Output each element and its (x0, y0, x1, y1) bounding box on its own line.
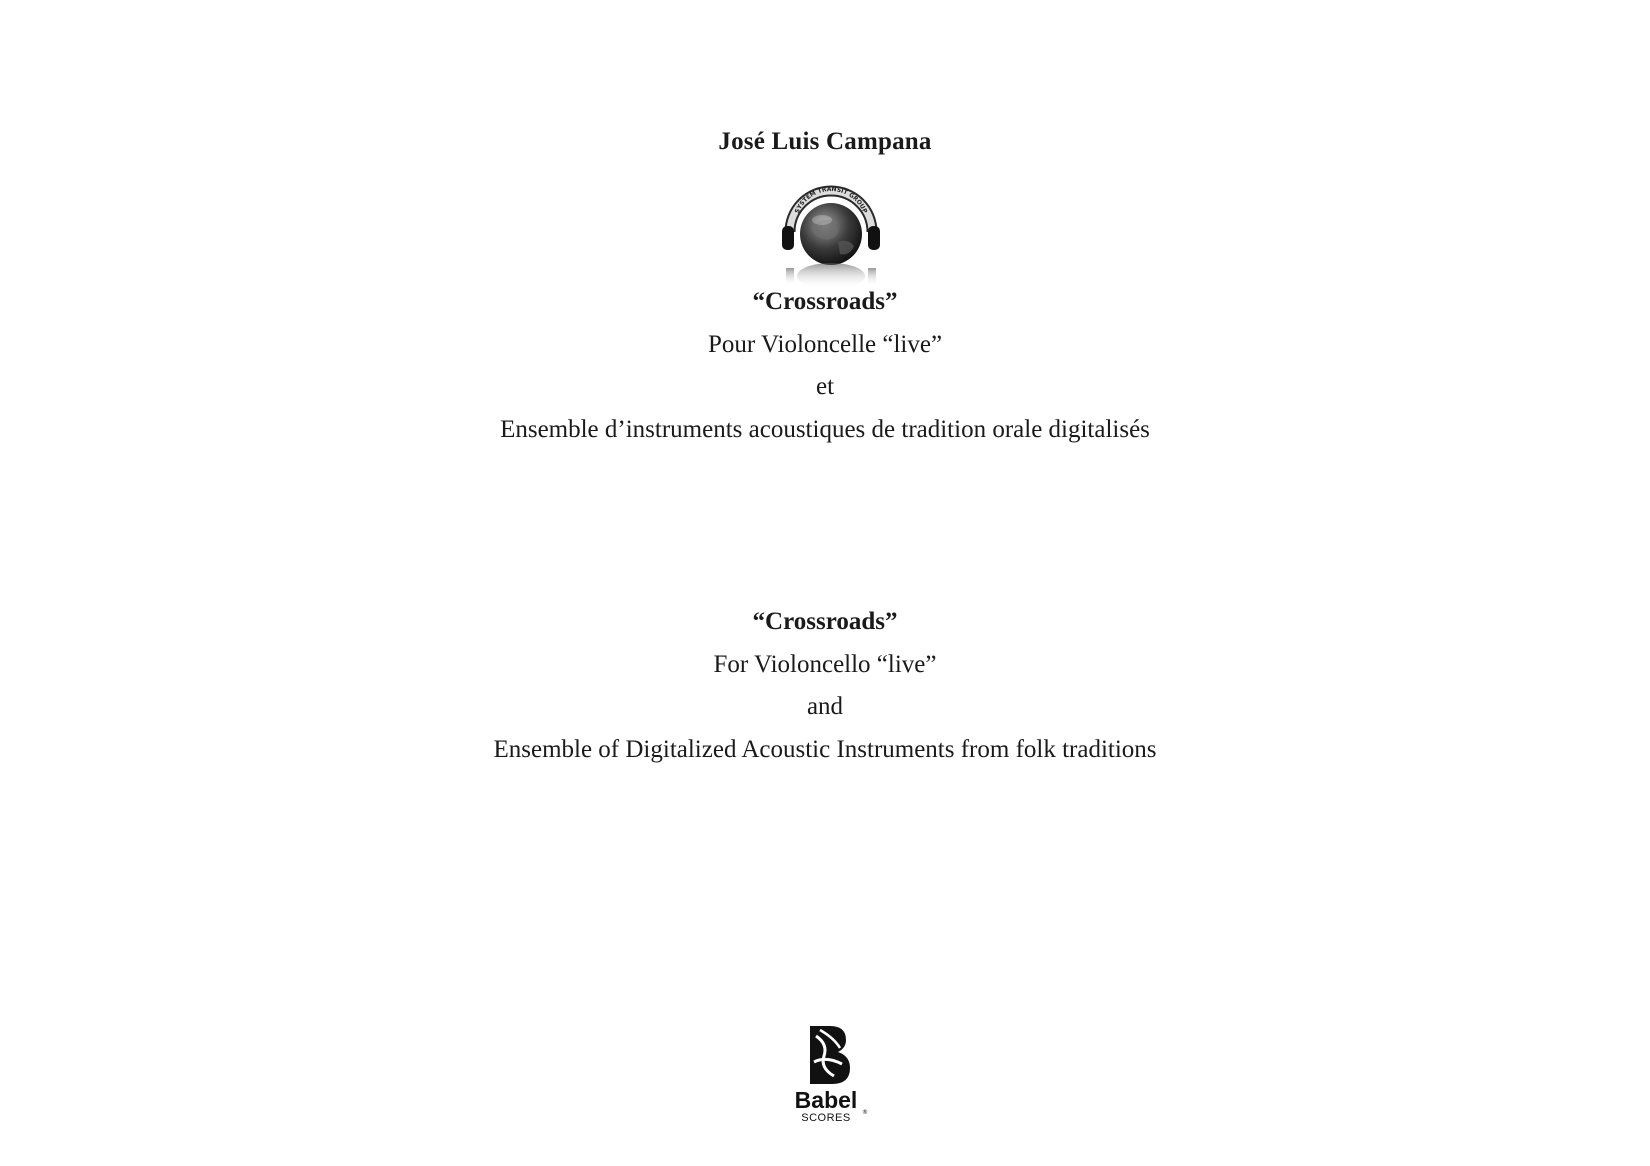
english-conjunction: and (806, 693, 844, 720)
french-conjunction: et (815, 373, 835, 400)
french-ensemble-line: Ensemble d’instruments acoustiques de tradition orale digitalisés (500, 416, 1150, 443)
composer-name: José Luis Campana (718, 128, 932, 155)
globe-headphones-icon (776, 176, 886, 292)
registered-mark: ® (862, 1109, 868, 1116)
publisher-name: Babel (794, 1087, 858, 1113)
svg-text:SYSTEM TRANSIT GROUP: SYSTEM TRANSIT GROUP (793, 185, 869, 215)
english-ensemble-line: Ensemble of Digitalized Acoustic Instruments from folk traditions (493, 736, 1157, 763)
english-title: “Crossroads” (752, 608, 898, 635)
publisher-sub: SCORES (801, 1112, 851, 1124)
french-instrument-line: Pour Violoncelle “live” (707, 331, 943, 358)
english-instrument-line: For Violoncello “live” (713, 651, 937, 678)
babel-b-logo-icon (810, 1026, 850, 1084)
babel-scores-logo (776, 1022, 876, 1124)
french-title: “Crossroads” (752, 288, 898, 315)
